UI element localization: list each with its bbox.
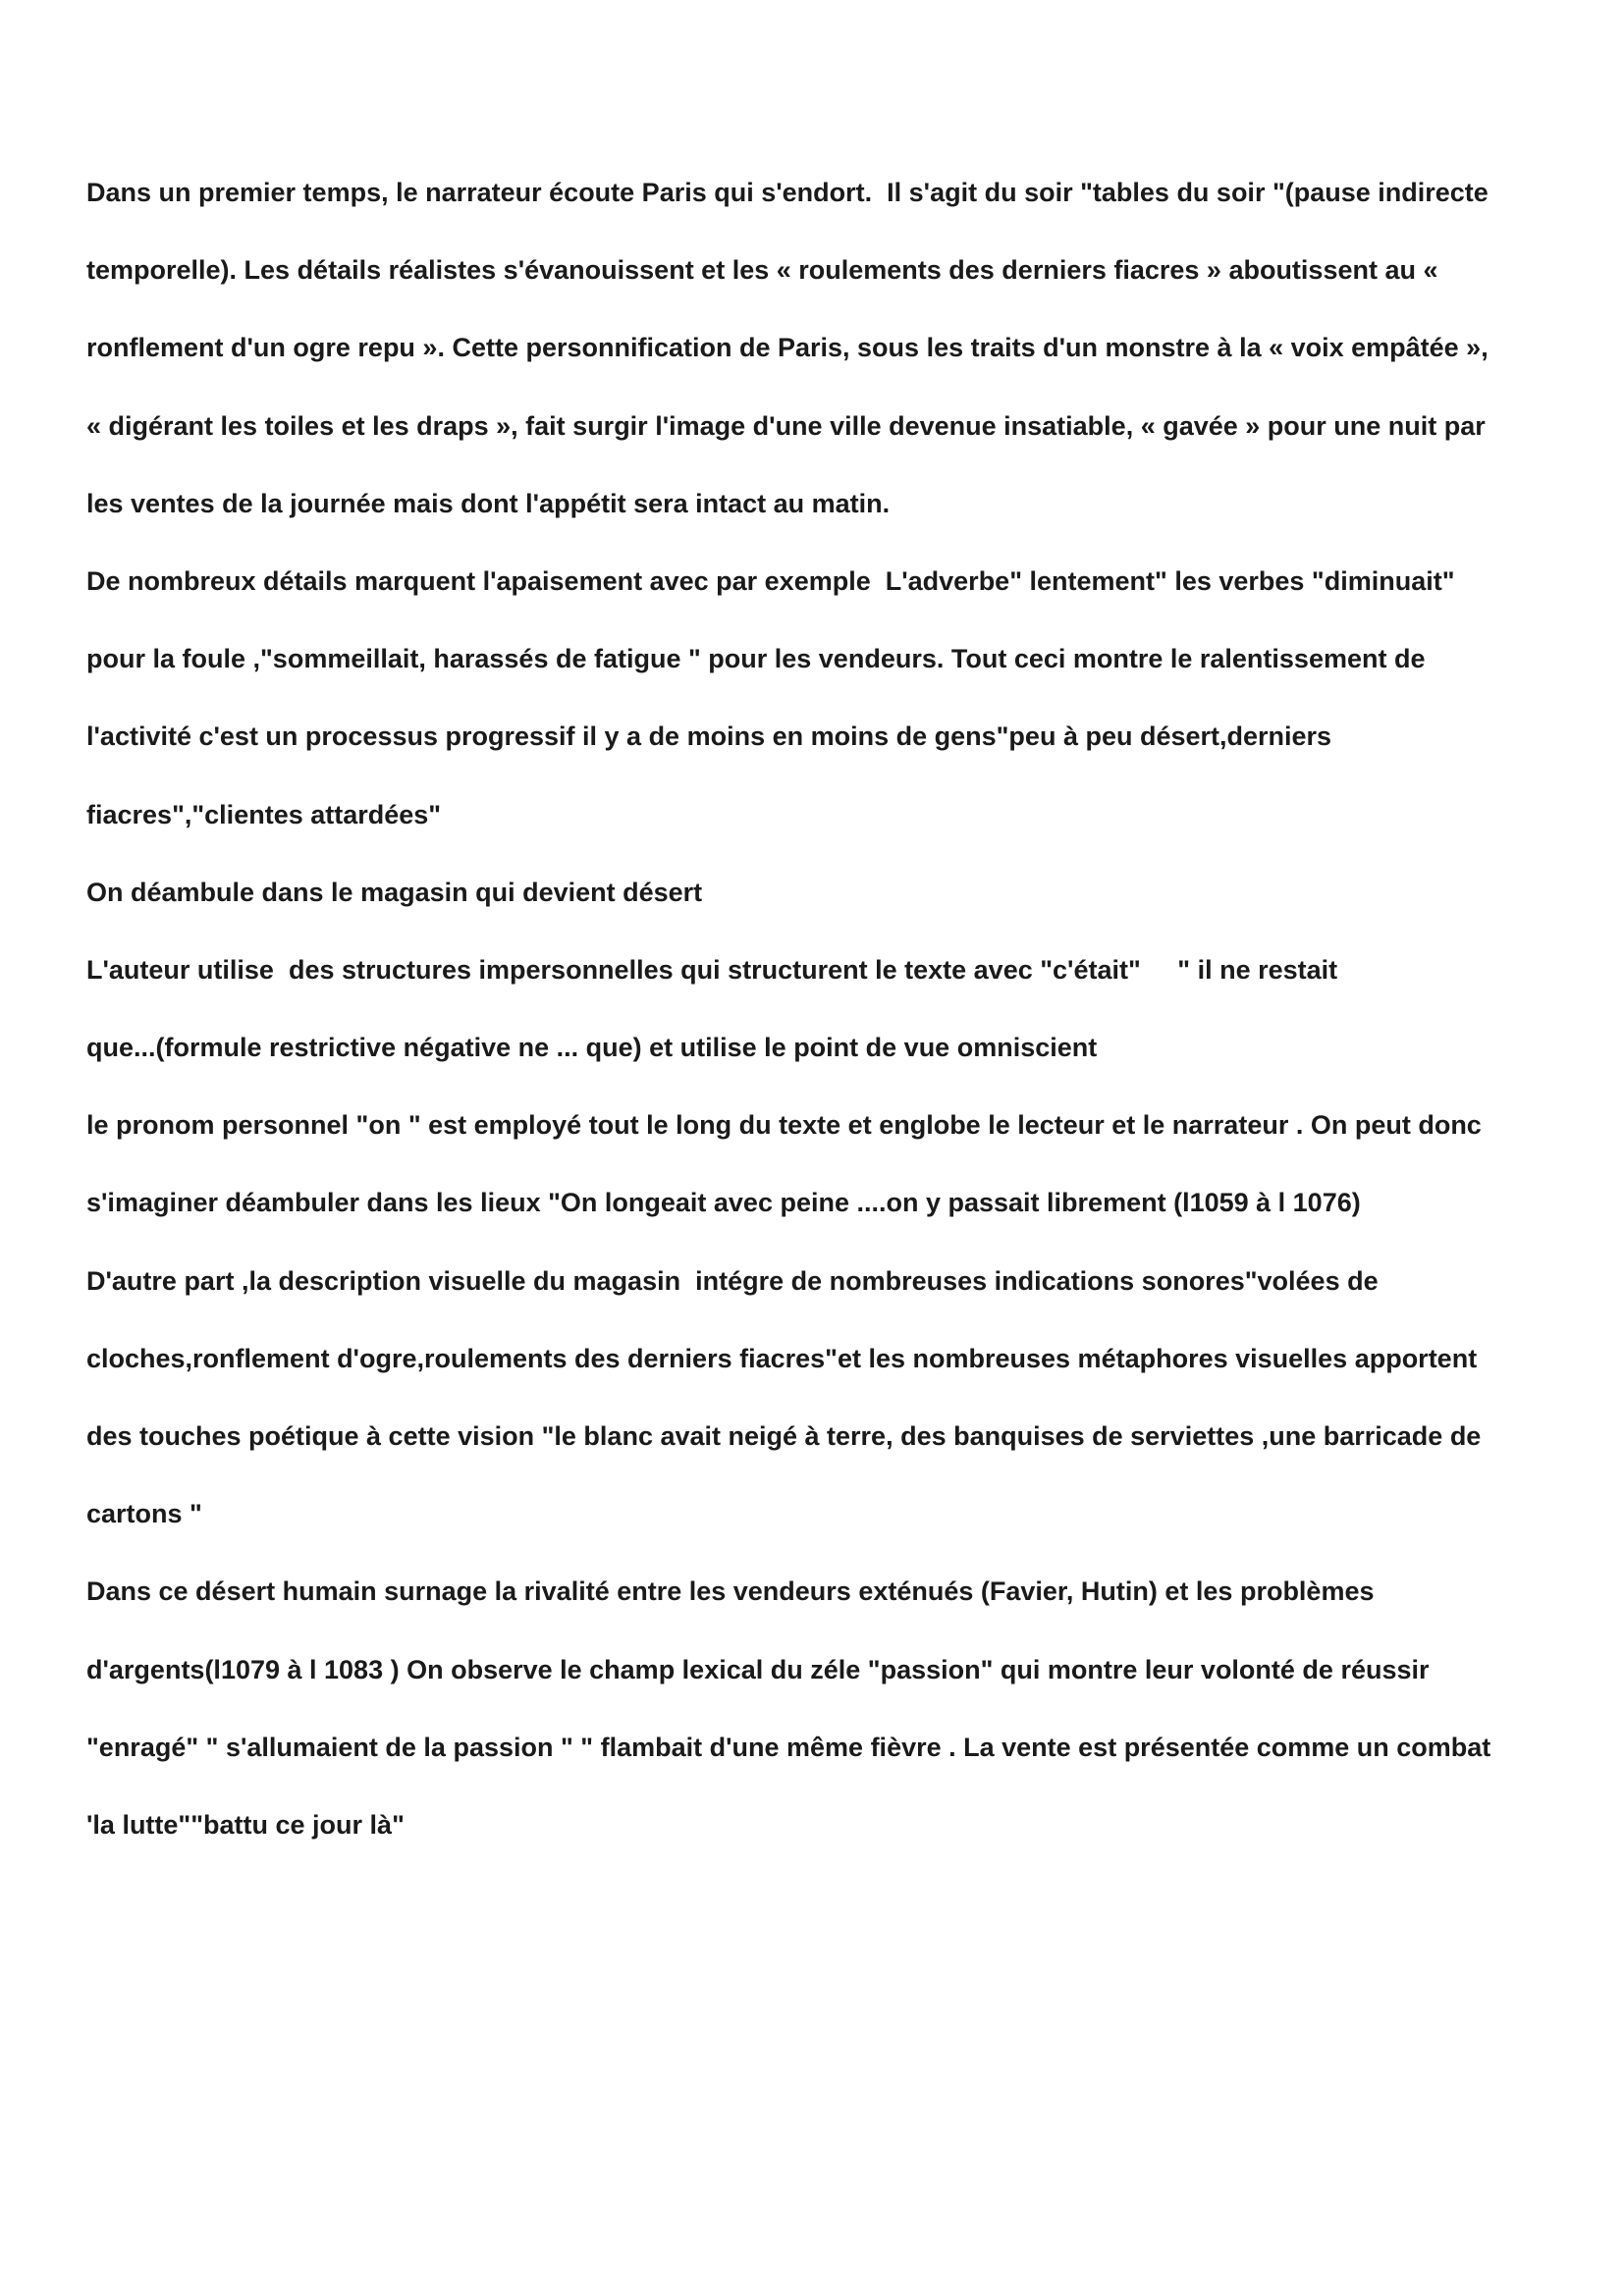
text-line: le pronom personnel "on " est employé tout le long du texte et englobe le lecteur et le narrateur . On peut donc — [86, 1110, 1482, 1141]
text-line: temporelle). Les détails réalistes s'évanouissent et les « roulements des derniers fiacres » aboutissent au « — [86, 255, 1438, 286]
text-line: ronflement d'un ogre repu ». Cette personnification de Paris, sous les traits d'un monstre à la « voix empâtée », — [86, 333, 1489, 363]
text-line: cartons " — [86, 1499, 202, 1529]
text-line: On déambule dans le magasin qui devient désert — [86, 877, 703, 907]
text-line: L'auteur utilise des structures impersonnelles qui structurent le texte avec "c'était" " il ne restait — [86, 954, 1338, 985]
text-line: Dans un premier temps, le narrateur écoute Paris qui s'endort. Il s'agit du soir "tables du soir "(pause indirecte — [86, 178, 1489, 207]
text-line: D'autre part ,la description visuelle du magasin intégre de nombreuses indications sonores"volées de — [86, 1265, 1379, 1296]
text-line: « digérant les toiles et les draps », fait surgir l'image d'une ville devenue insatiable, « gavée » pour une nuit par — [86, 410, 1486, 441]
text-line: des touches poétique à cette vision "le blanc avait neigé à terre, des banquises de serviettes ,une barricade de — [86, 1421, 1482, 1451]
text-line: 'la lutte""battu ce jour là" — [86, 1809, 405, 1840]
text-line: fiacres","clientes attardées" — [86, 799, 442, 829]
text-line: s'imaginer déambuler dans les lieux "On longeait avec peine ....on y passait librement (l1059 à l 1076) — [86, 1188, 1361, 1218]
text-line: De nombreux détails marquent l'apaisement avec par exemple L'adverbe" lentement" les verbes "diminuait" — [86, 565, 1455, 596]
text-line: l'activité c'est un processus progressif il y a de moins en moins de gens"peu à peu désert,derniers — [86, 721, 1332, 752]
document-body — [86, 167, 1559, 1877]
text-line: "enragé" " s'allumaient de la passion " " flambait d'une même fièvre . La vente est présentée comme un combat — [86, 1732, 1491, 1762]
text-line: que...(formule restrictive négative ne ... que) et utilise le point de vue omniscient — [86, 1033, 1098, 1063]
text-line: Dans ce désert humain surnage la rivalité entre les vendeurs exténués (Favier, Hutin) et les problèmes — [86, 1576, 1375, 1607]
text-line: pour la foule ,"sommeillait, harassés de fatigue " pour les vendeurs. Tout ceci montre le ralentissement de — [86, 644, 1426, 674]
text-line: cloches,ronflement d'ogre,roulements des derniers fiacres"et les nombreuses métaphores visuelles apportent — [86, 1343, 1478, 1373]
text-line: les ventes de la journée mais dont l'appétit sera intact au matin. — [86, 488, 891, 518]
text-line: d'argents(l1079 à l 1083 ) On observe le champ lexical du zéle "passion" qui montre leur volonté de réussir — [86, 1654, 1430, 1684]
